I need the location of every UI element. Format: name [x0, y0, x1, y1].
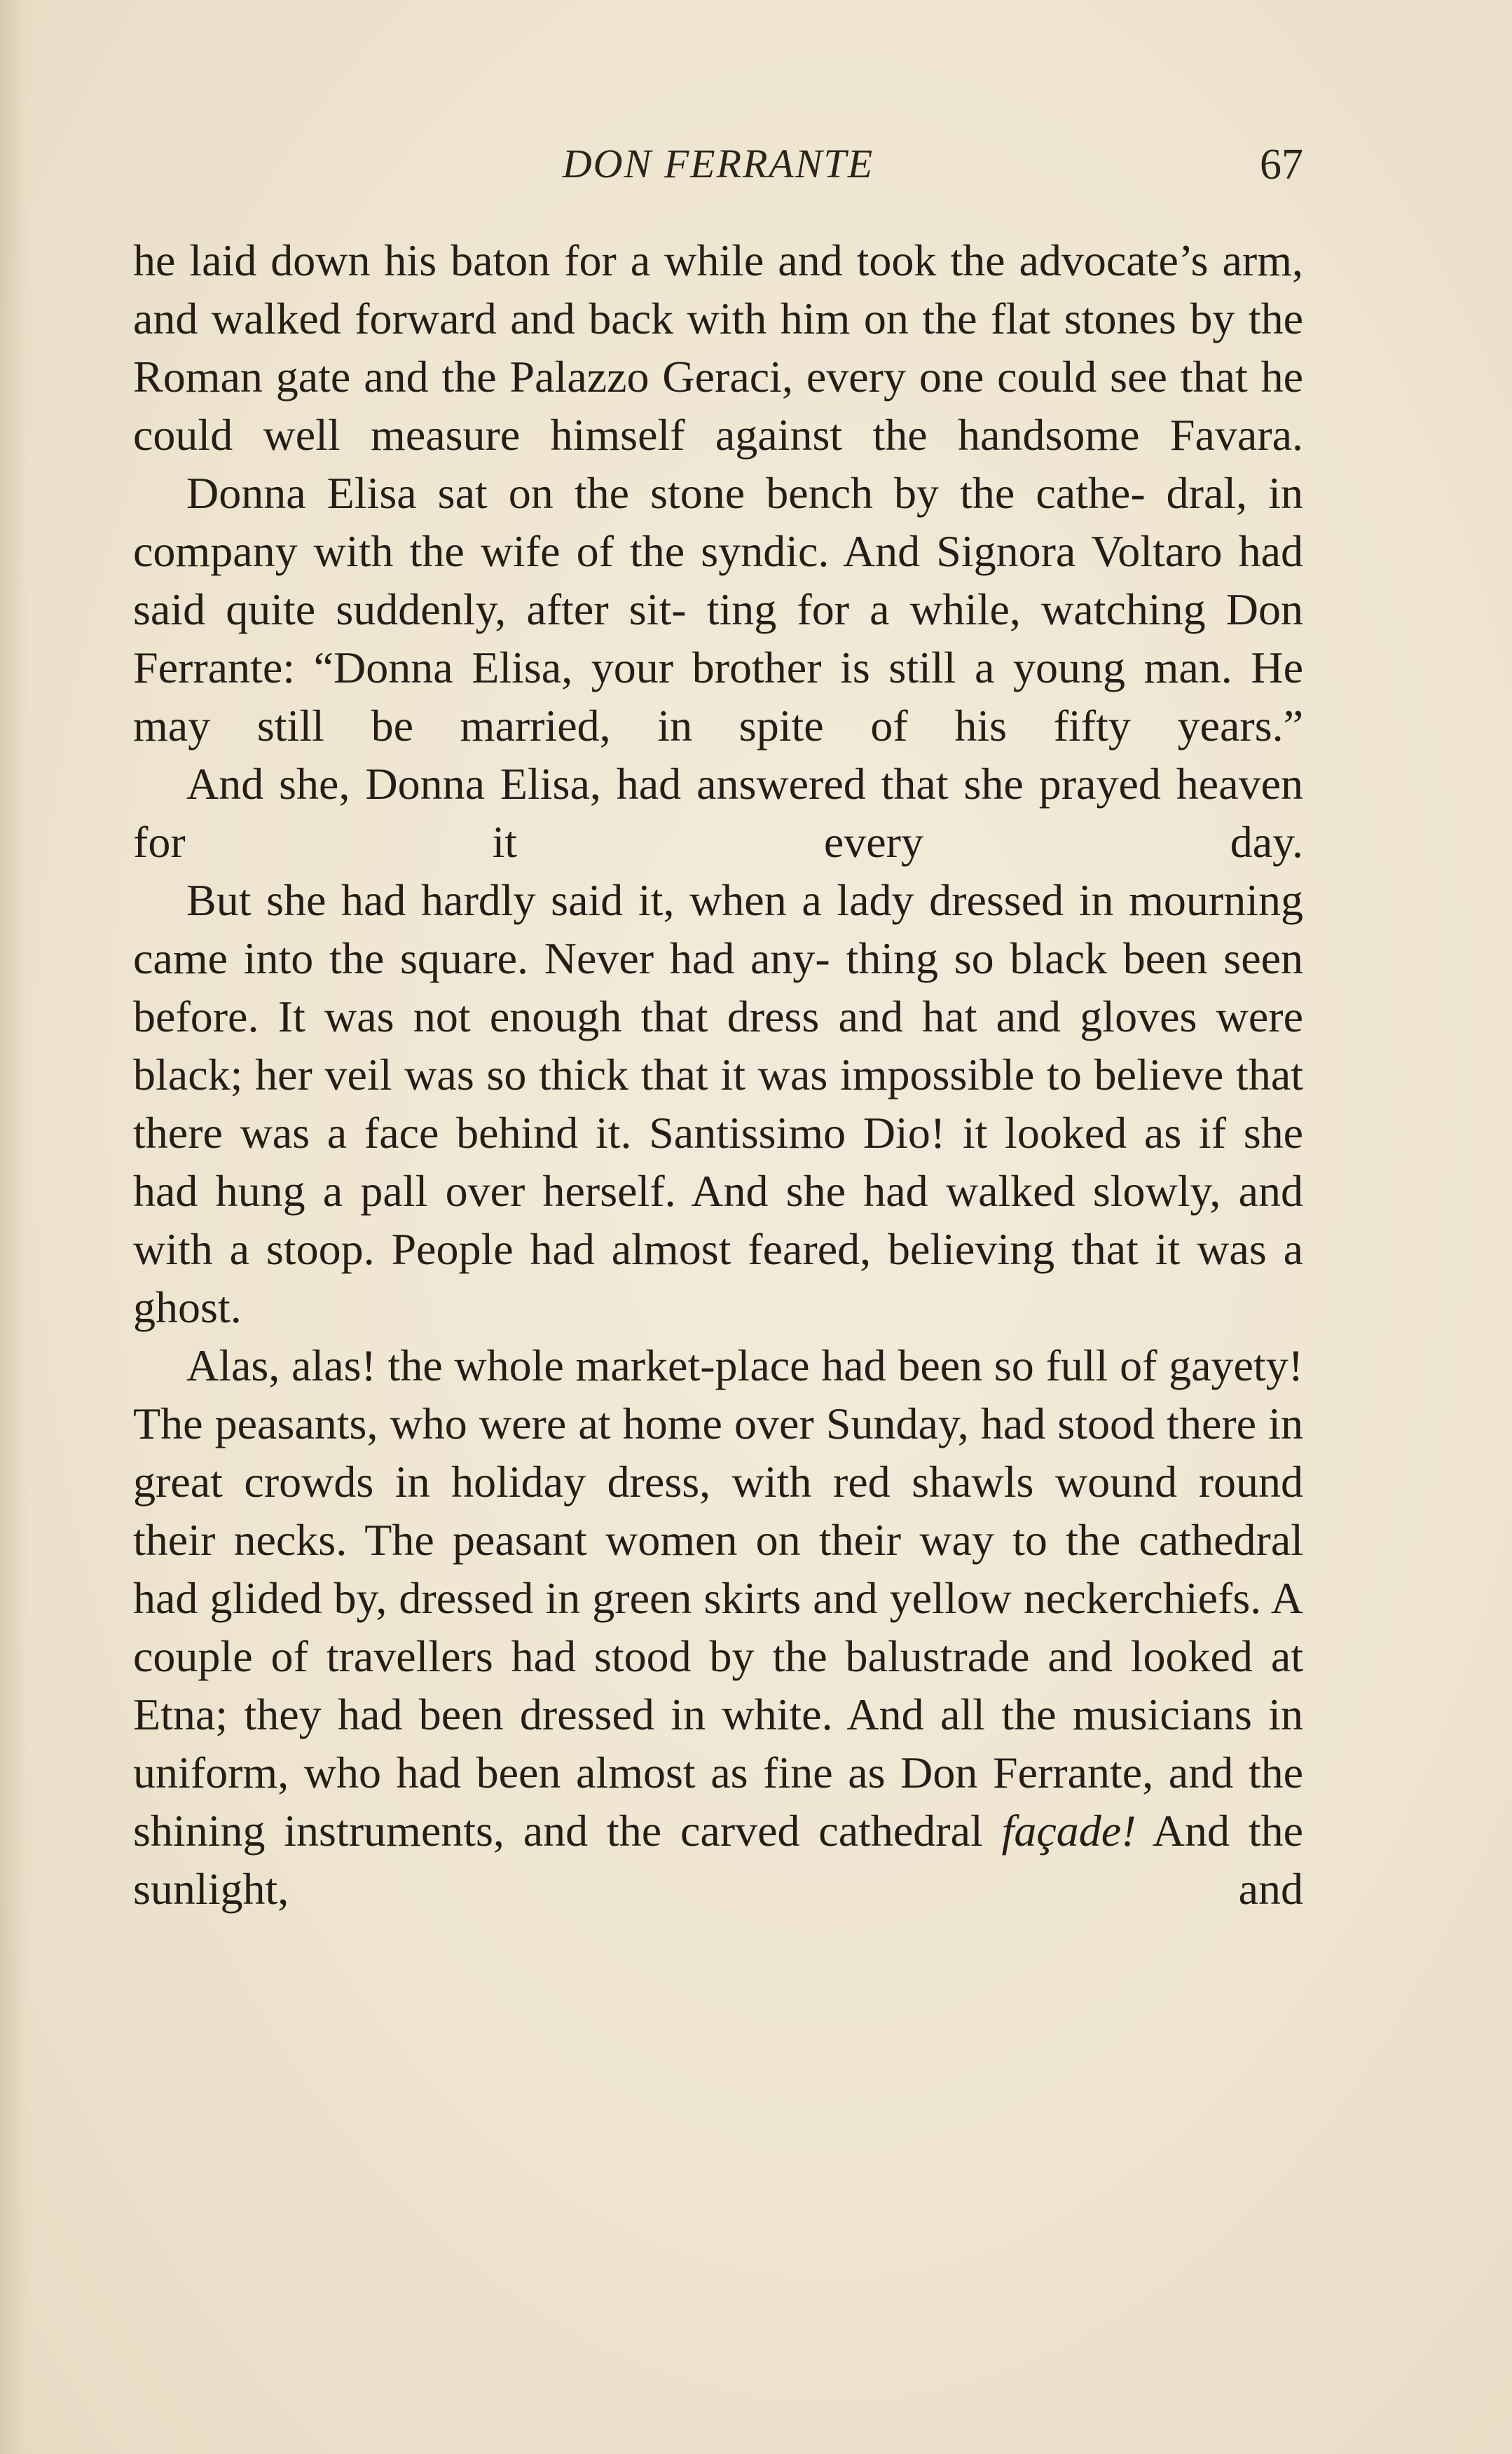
paragraph-2: Donna Elisa sat on the stone bench by the cathe- dral, in company with the wife of the syndic. And Signora Voltaro had said quite suddenly, after sit- ting for a while, watching Don Ferrante: “Donna Elisa, your brother is still a young man. He may still be married, in spite of his fifty years.” — [133, 468, 1303, 750]
paragraph-5-tail: And the sunlight, and — [133, 1806, 1304, 1914]
paragraph-4: But she had hardly said it, when a lady dressed in mourning came into the square. Never had any- thing so black been seen before. It was not enough that dress and hat and gloves were black; her veil was so thick that it was impossible to believe that there was a face behind it. Santissimo Dio! it looked as if she had hung a pall over herself. And she had walked slowly, and with a stoop. People had almost feared, believing that it was a ghost. — [133, 875, 1303, 1332]
running-head — [133, 140, 1303, 196]
paragraph-5 — [133, 1336, 1303, 1918]
page-gutter-shadow — [0, 0, 28, 2454]
paragraph-5-text: Alas, alas! the whole market-place had been so full of gayety! The peasants, who were at home over Sunday, had stood there in great crowds in holiday dress, with red shawls wound round their necks. The peasant women on their way to the cathedral had glided by, dressed in green skirts and yellow neckerchiefs. A couple of travellers had stood by the balustrade and looked at Etna; they had been dressed in white. And all the musicians in uniform, who had been almost as fine as Don Ferrante, and the shining instruments, and the carved cathedral — [133, 1341, 1303, 1856]
paragraph-1: he laid down his baton for a while and took the advocate’s arm, and walked forward and back with him on the flat stones by the Roman gate and the Palazzo Geraci, every one could see that he could well measure himself against the handsome Favara. — [133, 235, 1303, 460]
page-number: 67 — [1260, 141, 1303, 188]
running-title: DON FERRANTE — [562, 141, 874, 186]
body-text — [133, 231, 1303, 1918]
paragraph-3: And she, Donna Elisa, had answered that she prayed heaven for it every day. — [133, 759, 1303, 867]
italic-word-facade: façade! — [1001, 1806, 1136, 1856]
